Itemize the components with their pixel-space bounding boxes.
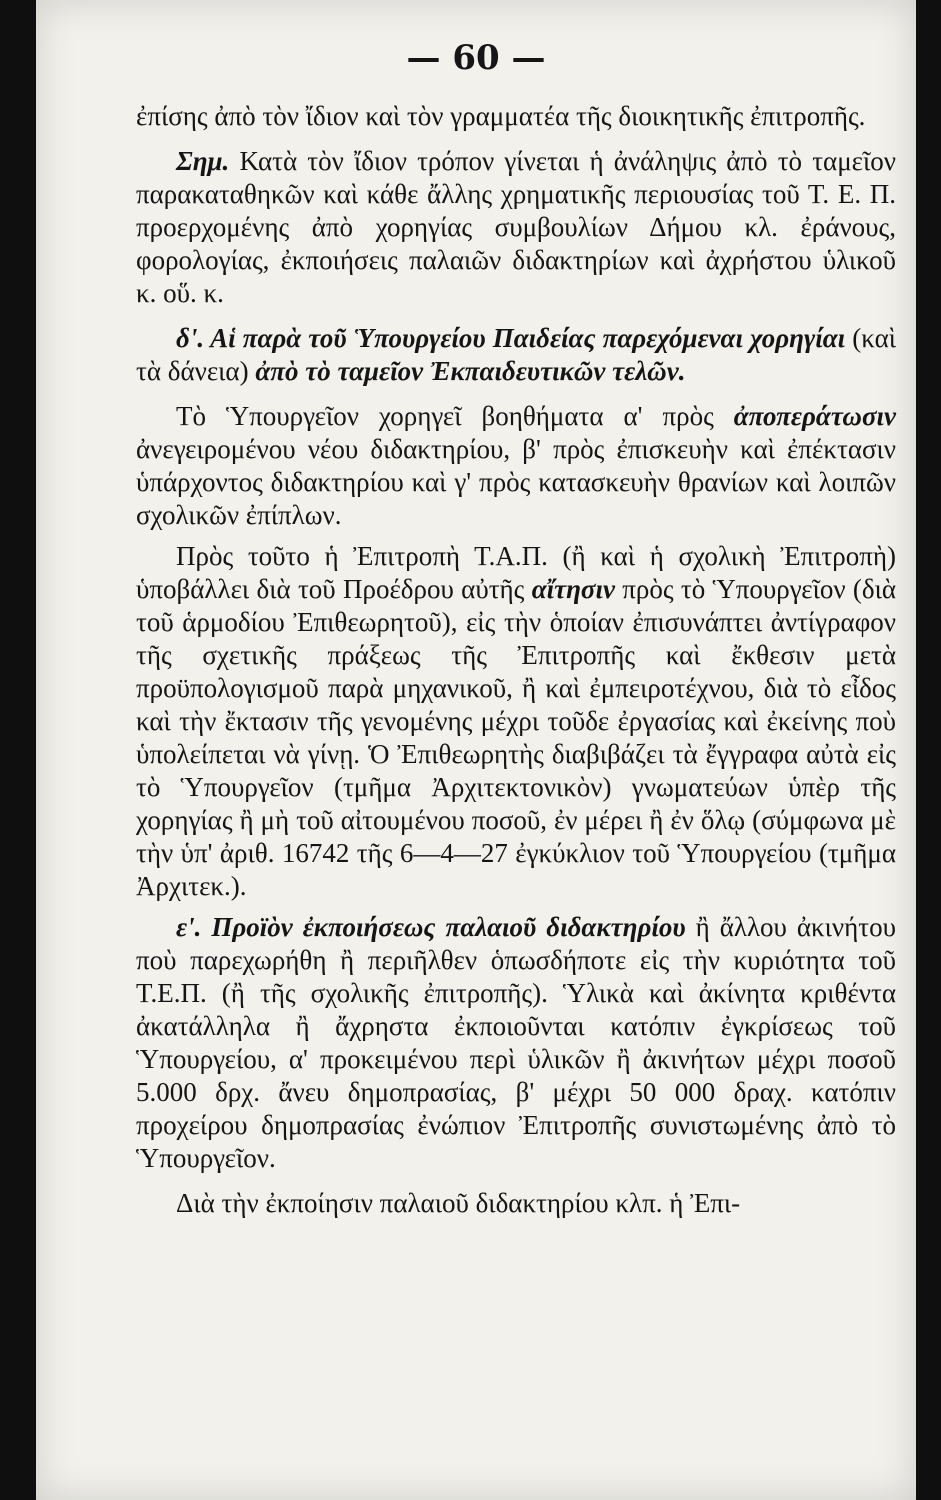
paragraph-grants-text-2: ἀνεγειρομένου νέου διδακτηρίου, β' πρὸς ἐπισκευὴν καὶ ἐπέκτασιν ὑπάρχοντος διδακτηρίου καὶ γ' πρὸς κατασκευὴν θρανίων καὶ λοιπῶν σχολικῶν ἐπίπλων. xyxy=(136,434,896,530)
paragraph-grants-text: Τὸ Ὑπουργεῖον χορηγεῖ βοηθήματα α' πρὸς xyxy=(176,401,734,431)
paragraph-1-text: ἐπίσης ἀπὸ τὸν ἴδιον καὶ τὸν γραμματέα τῆς διοικητικῆς ἐπιτροπῆς. xyxy=(136,101,866,131)
section-d-heading xyxy=(136,322,896,388)
paragraph-grants xyxy=(136,400,896,532)
section-e-title: ε'. Προϊὸν ἐκποιήσεως παλαιοῦ διδακτηρίου xyxy=(176,912,686,942)
section-e xyxy=(136,911,896,1175)
page-number: — 60 — xyxy=(406,38,546,78)
paragraph-final xyxy=(136,1187,896,1220)
note-text: Κατὰ τὸν ἴδιον τρόπον γίνεται ἡ ἀνάληψις ἀπὸ τὸ ταμεῖον παρακαταθηκῶν καὶ κάθε ἄλλης χρηματικῆς περιουσίας τοῦ Τ. Ε. Π. προερχομένης ἀπὸ χορηγίας συμβουλίων Δήμου κλ. ἐράνους, φορολογίας, ἐκποιήσεις παλαιῶν διδακτηρίων καὶ ἀχρήστου ὑλικοῦ κ. οὕ. κ. xyxy=(136,146,896,308)
paragraph-1 xyxy=(136,100,896,133)
paragraph-note xyxy=(136,145,896,310)
note-label: Σημ. xyxy=(176,146,230,176)
paragraph-procedure xyxy=(136,540,896,903)
page-body xyxy=(136,100,896,1228)
section-d-title-tail: ἀπὸ τὸ ταμεῖον Ἐκπαιδευτικῶν τελῶν. xyxy=(255,356,686,386)
paragraph-final-text: Διὰ τὴν ἐκποίησιν παλαιοῦ διδακτηρίου κλπ. ἡ Ἐπι- xyxy=(176,1188,741,1218)
section-e-text: ἢ ἄλλου ἀκινήτου ποὺ παρεχωρήθη ἢ περιῆλθεν ὁπωσδήποτε εἰς τὴν κυριότητα τοῦ Τ.Ε.Π. (ἢ τῆς σχολικῆς ἐπιτροπῆς). Ὑλικὰ καὶ ἀκίνητα κριθέντα ἀκατάλληλα ἢ ἄχρηστα ἐκποιοῦνται κατόπιν ἐγκρίσεως τοῦ Ὑπουργείου, α' προκειμένου περὶ ὑλικῶν ἢ ἀκινήτων μέχρι ποσοῦ 5.000 δρχ. ἄνευ δημοπρασίας, β' μέχρι 50 000 δραχ. κατόπιν προχείρου δημοπρασίας ἐνώπιον Ἐπιτροπῆς συνιστωμένης ἀπὸ τὸ Ὑπουργεῖον. xyxy=(136,912,896,1173)
book-page xyxy=(36,0,916,1500)
paragraph-procedure-emphasis: αἴτησιν xyxy=(531,574,615,604)
section-d-title: δ'. Αἱ παρὰ τοῦ Ὑπουργείου Παιδείας παρεχόμεναι χορηγίαι xyxy=(176,323,846,353)
paragraph-procedure-text-2: πρὸς τὸ Ὑπουργεῖον (διὰ τοῦ ἁρμοδίου Ἐπιθεωρητοῦ), εἰς τὴν ὁποίαν ἐπισυνάπτει ἀντίγραφον τῆς σχετικῆς πράξεως τῆς Ἐπιτροπῆς καὶ ἔκθεσιν μετὰ προϋπολογισμοῦ παρὰ μηχανικοῦ, ἢ καὶ ἐμπειροτέχνου, διὰ τὸ εἶδος καὶ τὴν ἔκτασιν τῆς γενομένης μέχρι τοῦδε ἐργασίας καὶ ἐκείνης ποὺ ὑπολείπεται νὰ γίνῃ. Ὁ Ἐπιθεωρητὴς διαβιβάζει τὰ ἔγγραφα αὐτὰ εἰς τὸ Ὑπουργεῖον (τμῆμα Ἀρχιτεκτονικὸν) γνωματεύων ὑπὲρ τῆς χορηγίας ἢ μὴ τοῦ αἰτουμένου ποσοῦ, ἐν μέρει ἢ ἐν ὅλῳ (σύμφωνα μὲ τὴν ὑπ' ἀριθ. 16742 τῆς 6—4—27 ἐγκύκλιον τοῦ Ὑπουργείου (τμῆμα Ἀρχιτεκ.). xyxy=(136,574,896,901)
section-d-parenthetical: (καὶ τὰ δάνεια) xyxy=(136,323,897,386)
paragraph-grants-emphasis: ἀποπεράτωσιν xyxy=(733,401,896,431)
paragraph-procedure-text: Πρὸς τοῦτο ἡ Ἐπιτροπὴ Τ.Α.Π. (ἢ καὶ ἡ σχολικὴ Ἐπιτροπὴ) ὑποβάλλει διὰ τοῦ Προέδρου αὐτῆς xyxy=(136,541,896,604)
